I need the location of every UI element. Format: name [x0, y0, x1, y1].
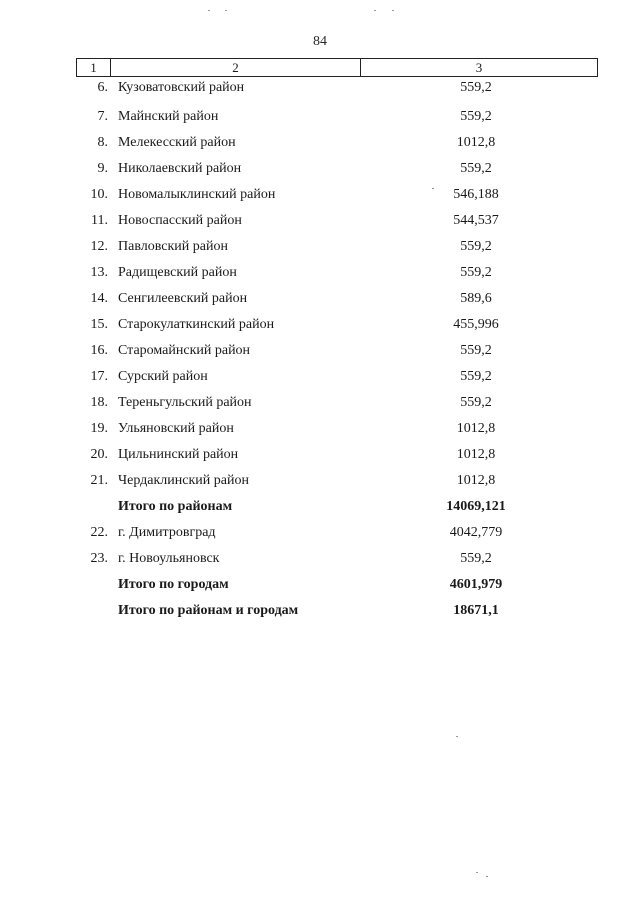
total-row	[0, 572, 640, 598]
row-name: Николаевский район	[118, 161, 242, 176]
scan-speck	[432, 188, 434, 189]
row-value: 559,2	[460, 265, 492, 280]
header-col-2: 2	[111, 59, 361, 76]
row-value: 4042,779	[449, 525, 503, 540]
row-number: 18.	[90, 395, 108, 410]
row-number: 19.	[90, 421, 108, 436]
row-name: Новомалыклинский район	[118, 187, 276, 202]
row-name: Новоспасский район	[118, 213, 242, 228]
row-name: Сенгилеевский район	[118, 291, 248, 306]
row-value: 544,537	[453, 213, 499, 228]
row-number: 11.	[91, 213, 108, 228]
row-number: 22.	[90, 525, 108, 540]
row-number: 9.	[97, 161, 108, 176]
table-row	[0, 442, 640, 468]
row-value: 546,188	[453, 187, 499, 202]
row-number: 10.	[90, 187, 108, 202]
scan-speck	[392, 10, 394, 11]
row-number: 7.	[97, 109, 108, 124]
table-row	[0, 546, 640, 572]
scan-speck	[225, 10, 227, 11]
table-row	[0, 338, 640, 364]
table-body	[0, 78, 640, 624]
row-number: 21.	[90, 473, 108, 488]
table-row	[0, 234, 640, 260]
row-value: 1012,8	[456, 135, 496, 150]
total-row	[0, 494, 640, 520]
row-name: Цильнинский район	[118, 447, 239, 462]
row-number: 17.	[90, 369, 108, 384]
row-name: Радищевский район	[118, 265, 237, 280]
row-value: 1012,8	[456, 447, 496, 462]
row-number: 13.	[90, 265, 108, 280]
table-row	[0, 78, 640, 104]
scan-speck	[486, 876, 488, 877]
row-number: 6.	[97, 80, 108, 95]
total-row	[0, 598, 640, 624]
scan-speck	[456, 736, 458, 737]
page-number: 84	[313, 34, 327, 49]
scan-speck	[476, 872, 478, 873]
row-number: 14.	[90, 291, 108, 306]
scan-speck	[208, 10, 210, 11]
row-value: 559,2	[460, 239, 492, 254]
row-name: г. Новоульяновск	[118, 551, 220, 566]
row-value: 559,2	[460, 80, 492, 95]
row-value: 18671,1	[453, 603, 499, 618]
row-name: Мелекесский район	[118, 135, 236, 150]
row-name: Итого по районам и городам	[118, 603, 299, 618]
row-value: 1012,8	[456, 421, 496, 436]
row-value: 559,2	[460, 369, 492, 384]
scan-speck	[374, 10, 376, 11]
row-value: 559,2	[460, 395, 492, 410]
table-row	[0, 416, 640, 442]
row-value: 1012,8	[456, 473, 496, 488]
table-row	[0, 390, 640, 416]
row-name: Павловский район	[118, 239, 228, 254]
row-number: 12.	[90, 239, 108, 254]
table-row	[0, 260, 640, 286]
table-row	[0, 364, 640, 390]
row-name: Ульяновский район	[118, 421, 234, 436]
row-value: 14069,121	[446, 499, 506, 514]
row-name: Майнский район	[118, 109, 219, 124]
row-name: Итого по городам	[118, 577, 229, 592]
table-header	[76, 58, 598, 77]
row-name: Тереньгульский район	[118, 395, 252, 410]
row-value: 559,2	[460, 343, 492, 358]
table-row	[0, 468, 640, 494]
row-name: Кузоватовский район	[118, 80, 245, 95]
row-value: 4601,979	[449, 577, 503, 592]
row-number: 23.	[90, 551, 108, 566]
row-value: 559,2	[460, 551, 492, 566]
table-row	[0, 520, 640, 546]
row-name: г. Димитровград	[118, 525, 216, 540]
row-value: 559,2	[460, 109, 492, 124]
header-col-3: 3	[475, 59, 483, 75]
row-number: 16.	[90, 343, 108, 358]
table-row	[0, 286, 640, 312]
row-number: 8.	[97, 135, 108, 150]
row-name: Чердаклинский район	[118, 473, 249, 488]
table-row	[0, 130, 640, 156]
row-value: 589,6	[460, 291, 492, 306]
header-col-1: 1	[77, 59, 111, 76]
table-row	[0, 312, 640, 338]
row-name: Старокулаткинский район	[118, 317, 275, 332]
row-number: 20.	[90, 447, 108, 462]
table-row	[0, 156, 640, 182]
table-row	[0, 182, 640, 208]
row-name: Сурский район	[118, 369, 208, 384]
row-value: 455,996	[453, 317, 499, 332]
row-name: Итого по районам	[118, 499, 233, 514]
row-number: 15.	[90, 317, 108, 332]
table-row	[0, 208, 640, 234]
row-name: Старомайнский район	[118, 343, 251, 358]
row-value: 559,2	[460, 161, 492, 176]
table-row	[0, 104, 640, 130]
